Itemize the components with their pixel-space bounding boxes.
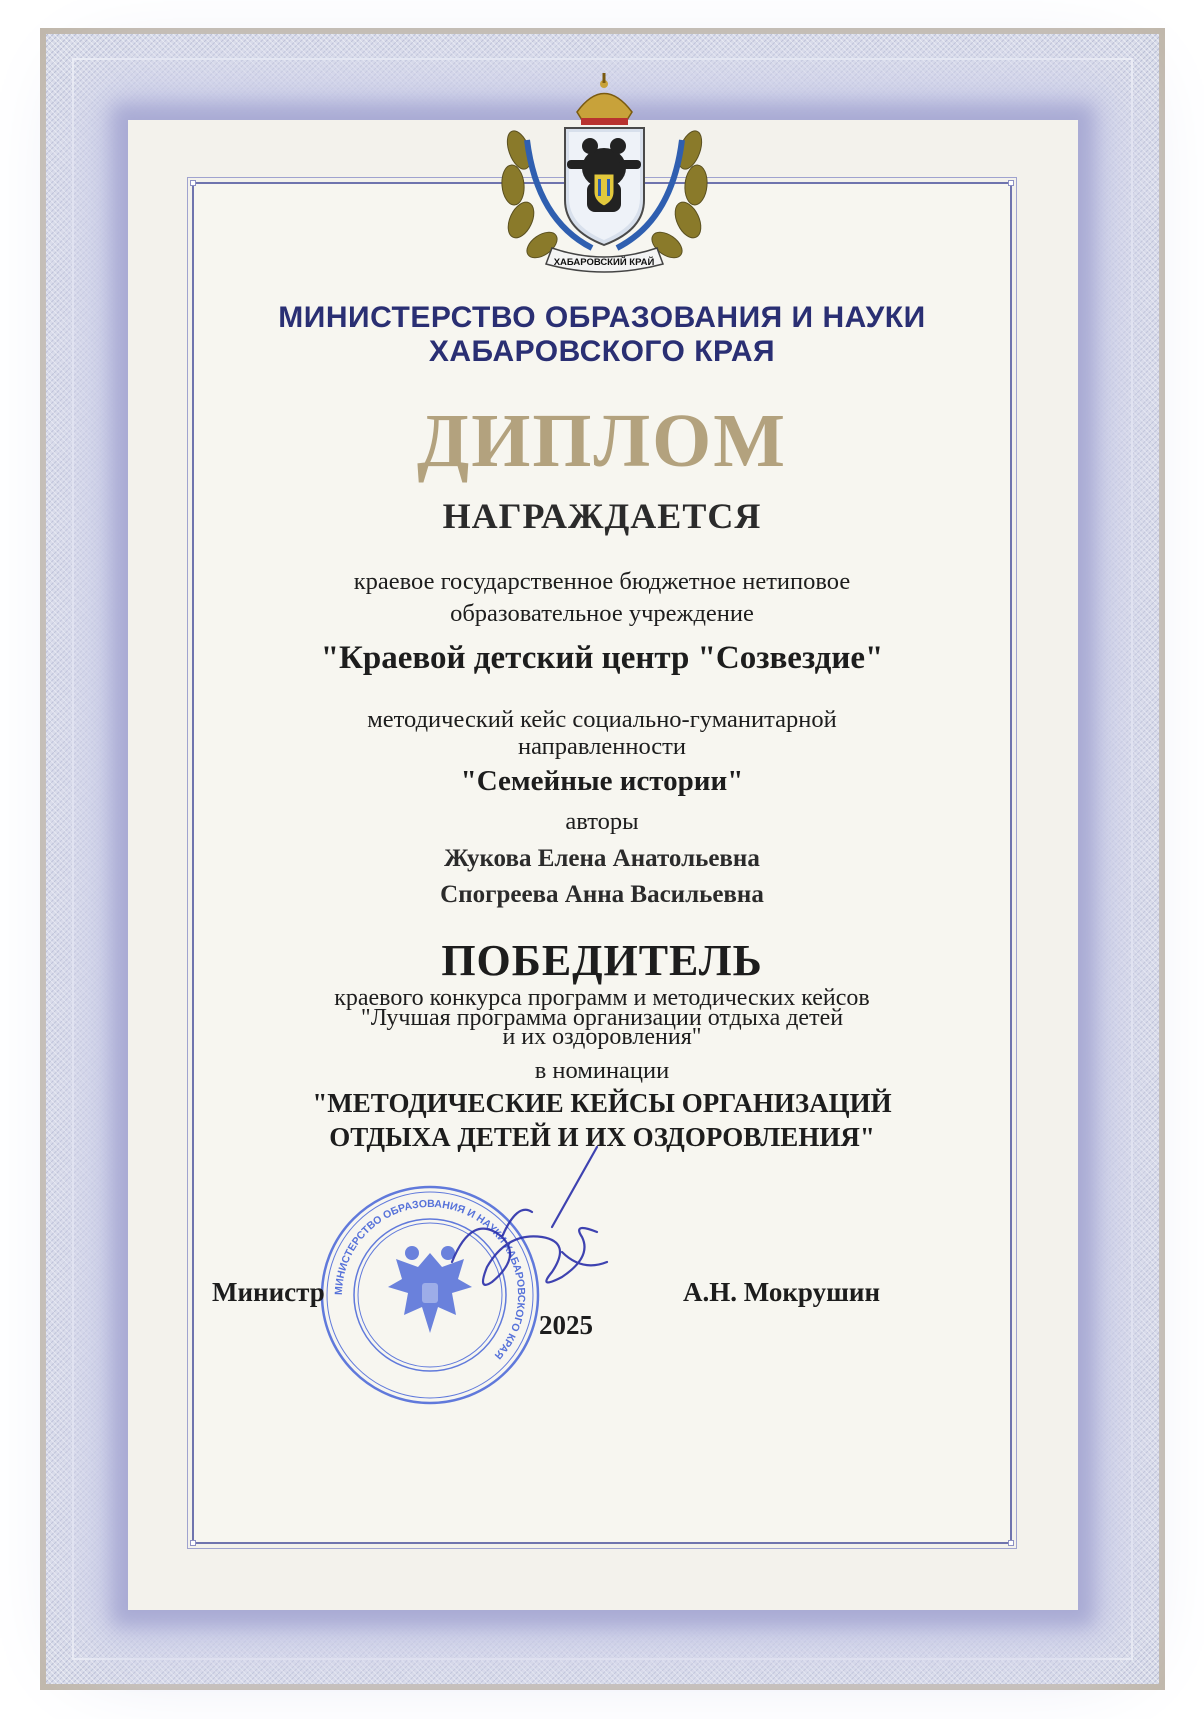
- contest-line-3: и их оздоровления": [502, 1024, 702, 1050]
- stamp-ring-text: МИНИСТЕРСТВО ОБРАЗОВАНИЯ И НАУКИ ХАБАРОВСКОГО КРАЯ: [332, 1197, 528, 1362]
- frame-corner: [190, 1540, 196, 1546]
- signature-icon: [432, 1142, 632, 1312]
- institution-name: "Краевой детский центр "Созвездие": [320, 640, 884, 676]
- contest-line-1: краевого конкурса программ и методических кейсов: [334, 985, 870, 1011]
- institution-type-line-2: образовательное учреждение: [450, 600, 754, 627]
- ministry-line-2: ХАБАРОВСКОГО КРАЯ: [428, 335, 776, 368]
- ministry-line-1: МИНИСТЕРСТВО ОБРАЗОВАНИЯ И НАУКИ: [278, 301, 926, 334]
- emblem-ribbon-text: ХАБАРОВСКИЙ КРАЙ: [553, 257, 655, 268]
- winner-label: ПОБЕДИТЕЛЬ: [441, 936, 763, 985]
- frame-corner: [1008, 180, 1014, 186]
- authors-label: авторы: [565, 808, 639, 835]
- signatory-name: А.Н. Мокрушин: [683, 1277, 881, 1307]
- author-name: Жукова Елена Анатольевна: [444, 845, 760, 872]
- khabarovsk-krai-coat-of-arms-icon: [497, 70, 712, 275]
- nomination-title-line-1: "МЕТОДИЧЕСКИЕ КЕЙСЫ ОРГАНИЗАЦИЙ: [312, 1088, 892, 1118]
- work-description-line-1: методический кейс социально-гуманитарной: [367, 706, 837, 733]
- author-name: Спогреева Анна Васильевна: [440, 881, 764, 908]
- work-description-line-2: направленности: [517, 733, 687, 760]
- nomination-title-line-2: ОТДЫХА ДЕТЕЙ И ИХ ОЗДОРОВЛЕНИЯ": [329, 1122, 875, 1152]
- signatory-position: Министр: [212, 1277, 325, 1307]
- contest-line-2: "Лучшая программа организации отдыха детей: [360, 1005, 844, 1031]
- work-name: "Семейные истории": [460, 765, 744, 797]
- diploma-title: ДИПЛОМ: [417, 399, 787, 483]
- institution-type-line-1: краевое государственное бюджетное нетиповое: [353, 568, 851, 595]
- awarded-label: НАГРАЖДАЕТСЯ: [442, 496, 762, 536]
- frame-corner: [1008, 1540, 1014, 1546]
- nomination-label: в номинации: [534, 1057, 670, 1084]
- frame-corner: [190, 180, 196, 186]
- signature-year: 2025: [539, 1310, 593, 1340]
